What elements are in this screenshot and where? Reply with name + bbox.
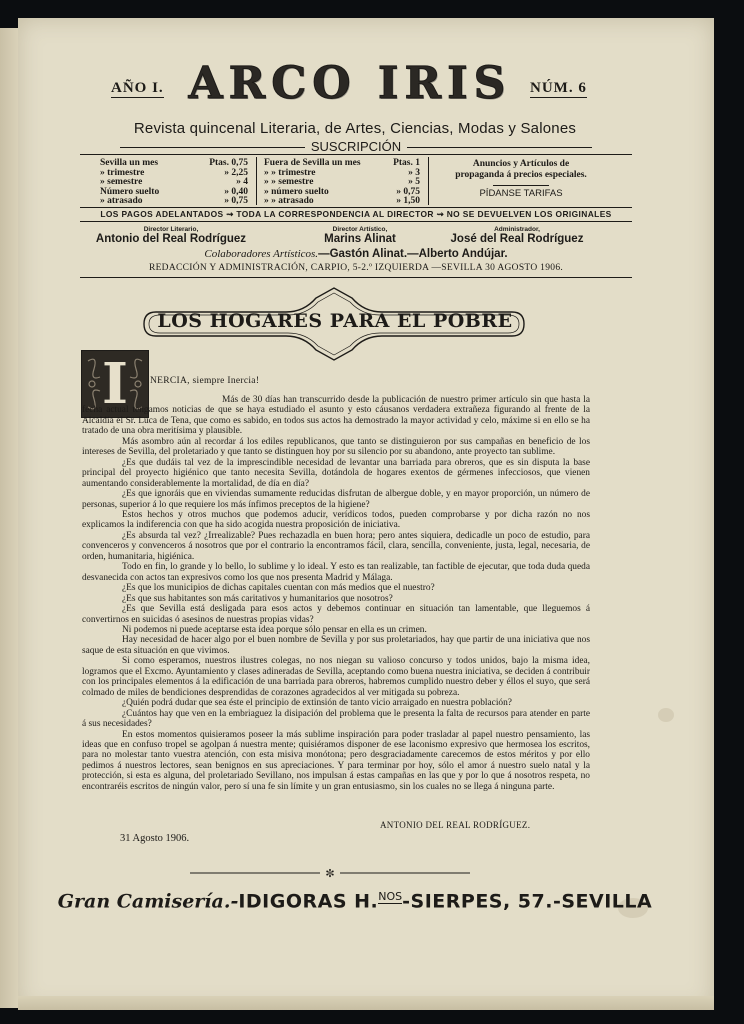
article-paragraph: En estos momentos quisieramos poseer la más sublime inspiración para poder trasladar al papel nuestro pensamiento, las ideas que en confuso tropel se agolpan á nuestra mente; quisiéramos disponer de ese laconismo expresivo que hermosea los escritos, para no molestar tanto vuestra atención, con esta misiva monótona; pero desgraciadamente carecemos de estos méritos y por ello pedimos á nuestros lectores, sean benignos en sus apreciaciones. Y para terminar por hoy, sólo el amor á nuestro suelo natal y la protección, si esta es alguna, del proletariado Sevillano, nos impulsan á estas campañas en las que y por lo que á nosotros respeta, no encontraréis escritos de ningún valor, pero sí una fe sin límite y un gran entusiasmo, sin los cuales no se llega á ninguna parte.	[82, 729, 590, 792]
ad-shop: Gran Camisería.-	[57, 890, 239, 913]
staff-name: Antonio del Real Rodríguez	[95, 233, 247, 245]
staff-name: Marins Alinat	[324, 233, 396, 245]
price-value: » 2,25	[224, 167, 248, 178]
colab-label: Colaboradores Artísticos.	[204, 248, 319, 260]
article-paragraph: Estos hechos y otros muchos que podemos aducir, verídicos todos, pueden comprobarse y por dicha razón no nos explicamos la indiferencia con que ha sido acogida nuestra proposición de iniciativa.	[82, 509, 590, 531]
price-value: » 3	[408, 167, 420, 178]
price-value: Ptas. 1	[393, 158, 420, 168]
advertisement	[40, 890, 670, 912]
price-row	[264, 197, 420, 207]
price-row	[100, 197, 248, 207]
price-value: » 1,50	[396, 196, 420, 207]
fuera-prices	[264, 159, 420, 207]
article-body	[82, 395, 590, 792]
role-label: Director Literario,	[143, 226, 199, 233]
article-paragraph: ¿Es absurda tal vez? ¿Irrealizable? Pues rechazadla en buen hora; pero antes siquiera, dedicadle un poco de estudio, para convenceros y convenceros á nosotros que por el contrario la encontramos fácil, clara, sencilla, conveniente, justa, legal, necesaria, de orden, humanitaria, higiénica.	[82, 530, 590, 562]
director-literario	[86, 226, 256, 245]
issue-year: AÑO I.	[111, 80, 164, 96]
price-value: » 4	[236, 177, 248, 188]
subscription-box	[80, 154, 632, 208]
role-label: Director Artístico,	[332, 226, 388, 233]
price-label: » número suelto	[264, 186, 329, 197]
divider	[428, 157, 429, 205]
price-label: » » trimestre	[264, 167, 316, 178]
article-paragraph: ¿Es que Sevilla está desligada para esos actos y debemos continuar en situación tan lamentable, que lleguemos á convertirnos en suicidas ó asesinos de nuestras propias vidas?	[82, 604, 590, 625]
notice-band: LOS PAGOS ADELANTADOS ⇝ TODA LA CORRESPONDENCIA AL DIRECTOR ⇝ NO SE DEVUELVEN LOS ORIGINALES	[80, 208, 632, 222]
colaboradores-line	[80, 248, 632, 260]
article-paragraph: ¿Es que dudáis tal vez de la imprescindible necesidad de levantar una barriada para obreros, que es sin disputa la base principal del proyecto higiénico que tanto necesita Sevilla, dotándola de hogares exentos de gérmenes infecciosos, que vienen aumentando considerablemente la mortalidad, de día en día?	[82, 457, 590, 489]
article-paragraph: Más de 30 días han transcurrido desde la publicación de nuestro primer artículo sin que hasta la fecha actual tengamos noticias de que se haya estudiado el asunto y esto cáusanos verdadera extrañeza figurando al frente de la Alcaldía el Sr. Luca de Tena, que como es sabido, en todos sus actos ha demostrado la mayor actividad y celo, máxime si en ello se ha tratado de una obra meritísima y plausible.	[82, 395, 590, 437]
price-value: » 5	[408, 177, 420, 188]
ad-brand: IDIGORAS H.	[238, 890, 379, 913]
article-paragraph: ¿Cuántos hay que ven en la embriaguez la disipación del problema que le presenta la falta de recursos para atender en parte á sus necesidades?	[82, 708, 590, 730]
anuncios-rule	[493, 185, 549, 186]
article-title: LOS HOGARES PARA EL POBRE	[157, 310, 513, 332]
price-label: Número suelto	[100, 186, 160, 197]
article-paragraph: Más asombro aún al recordar á los ediles republicanos, que tanto se distinguieron por sus campañas en beneficio de los intereses de Sevilla, del proletariado y que tanto se distinguen hoy por su silencio por su abandono, ante proyecto tan sublime.	[82, 436, 590, 458]
article-paragraph: ¿Es que ignoráis que en viviendas sumamente reducidas disfrutan de albergue doble, y en mayor proporción, un número de personas, superior á lo que requiere los más ínfimos preceptos de la higiene?	[82, 489, 590, 510]
ornament-divider	[180, 868, 480, 878]
price-value: » 0,40	[224, 186, 248, 197]
price-label: » » semestre	[264, 177, 314, 188]
director-artistico	[280, 226, 440, 245]
svg-text:✼: ✼	[325, 868, 335, 878]
article-paragraph: ¿Quién podrá dudar que sea éste el principio de extinsión de tanto vicio arraigado en nuestra población?	[122, 698, 512, 709]
price-label: » semestre	[100, 177, 143, 188]
article-opening: NERCIA, siempre Inercia!	[150, 376, 260, 386]
initial-letter: I	[101, 351, 129, 417]
sevilla-prices	[100, 159, 248, 207]
price-label: Fuera de Sevilla un mes	[264, 158, 361, 168]
masthead-title: ARCO IRIS	[188, 58, 512, 109]
article-paragraph: Todo en fin, lo grande y lo bello, lo sublime y lo ideal. Y esto es tan realizable, tan factible de ejecutar, que toda duda queda desvanecida con actos tan expresivos como los que nos presenta Madrid y Málaga.	[82, 562, 590, 583]
article-paragraph: ¿Es que los municipios de dichas capitales cuentan con más medios que el nuestro?	[122, 583, 435, 594]
price-value: » 0,75	[224, 196, 248, 207]
suscripcion-heading	[80, 139, 632, 153]
role-label: Administrador,	[494, 226, 540, 233]
colab-names: —Gastón Alinat.—Alberto Andújar.	[318, 248, 508, 260]
price-label: » atrasado	[100, 196, 143, 207]
ad-nos: NOS	[378, 890, 403, 903]
price-label: Sevilla un mes	[100, 158, 159, 168]
price-label: » » atrasado	[264, 196, 314, 207]
ad-address: -SIERPES, 57.-SEVILLA	[402, 890, 653, 913]
article-date: 31 Agosto 1906.	[120, 833, 190, 844]
article-paragraph: ¿Es que sus habitantes son más caritativos y humanitarios que nosotros?	[122, 593, 393, 604]
paper-stain	[658, 708, 674, 722]
article-paragraph: Hay necesidad de hacer algo por el buen nombre de Sevilla y por sus proletariados, hay que partir de una iniciativa que nos saque de esta situación en que vivimos.	[82, 635, 590, 656]
anuncios-block	[450, 159, 592, 199]
article-paragraph: Si como esperamos, nuestros ilustres colegas, no nos niegan su valioso concurso y todos unidos, bajo la misma idea, logramos que el Excmo. Ayuntamiento y clases adineradas de Sevilla, aceptando como buena nuestra iniciativa, se deciden á contribuir con los principales elementos á la edificación de una barriada para obreros, habremos cumplido nuestro deber y éllos el suyo, que será colmado de miles de bendiciones desprendidas de corazones agradecidos al ver mitigada su pobreza.	[82, 656, 590, 698]
redaccion-line: REDACCIÓN Y ADMINISTRACIÓN, CARPIO, 5-2.º IZQUIERDA —SEVILLA 30 AGOSTO 1906.	[148, 263, 564, 273]
price-label: » trimestre	[100, 167, 145, 178]
masthead-rule	[80, 277, 632, 278]
staff-name: José del Real Rodríguez	[450, 233, 584, 245]
suscripcion-label: SUSCRIPCIÓN	[305, 139, 407, 154]
article-paragraph: Ni podemos ni puede aceptarse esta idea porque sólo pensar en ella es un crimen.	[122, 624, 427, 635]
tarifas-text: PÍDANSE TARIFAS	[479, 188, 563, 199]
anuncios-text: Anuncios y Artículos de propaganda á precios especiales.	[455, 159, 587, 180]
divider	[256, 157, 257, 205]
administrador	[432, 226, 602, 245]
masthead-subtitle: Revista quincenal Literaria, de Artes, Ciencias, Modas y Salones	[133, 120, 577, 137]
price-value: » 0,75	[396, 186, 420, 197]
article-signature: ANTONIO DEL REAL RODRÍGUEZ.	[380, 820, 531, 830]
issue-number: NÚM. 6	[530, 80, 587, 96]
price-value: Ptas. 0,75	[209, 158, 248, 168]
